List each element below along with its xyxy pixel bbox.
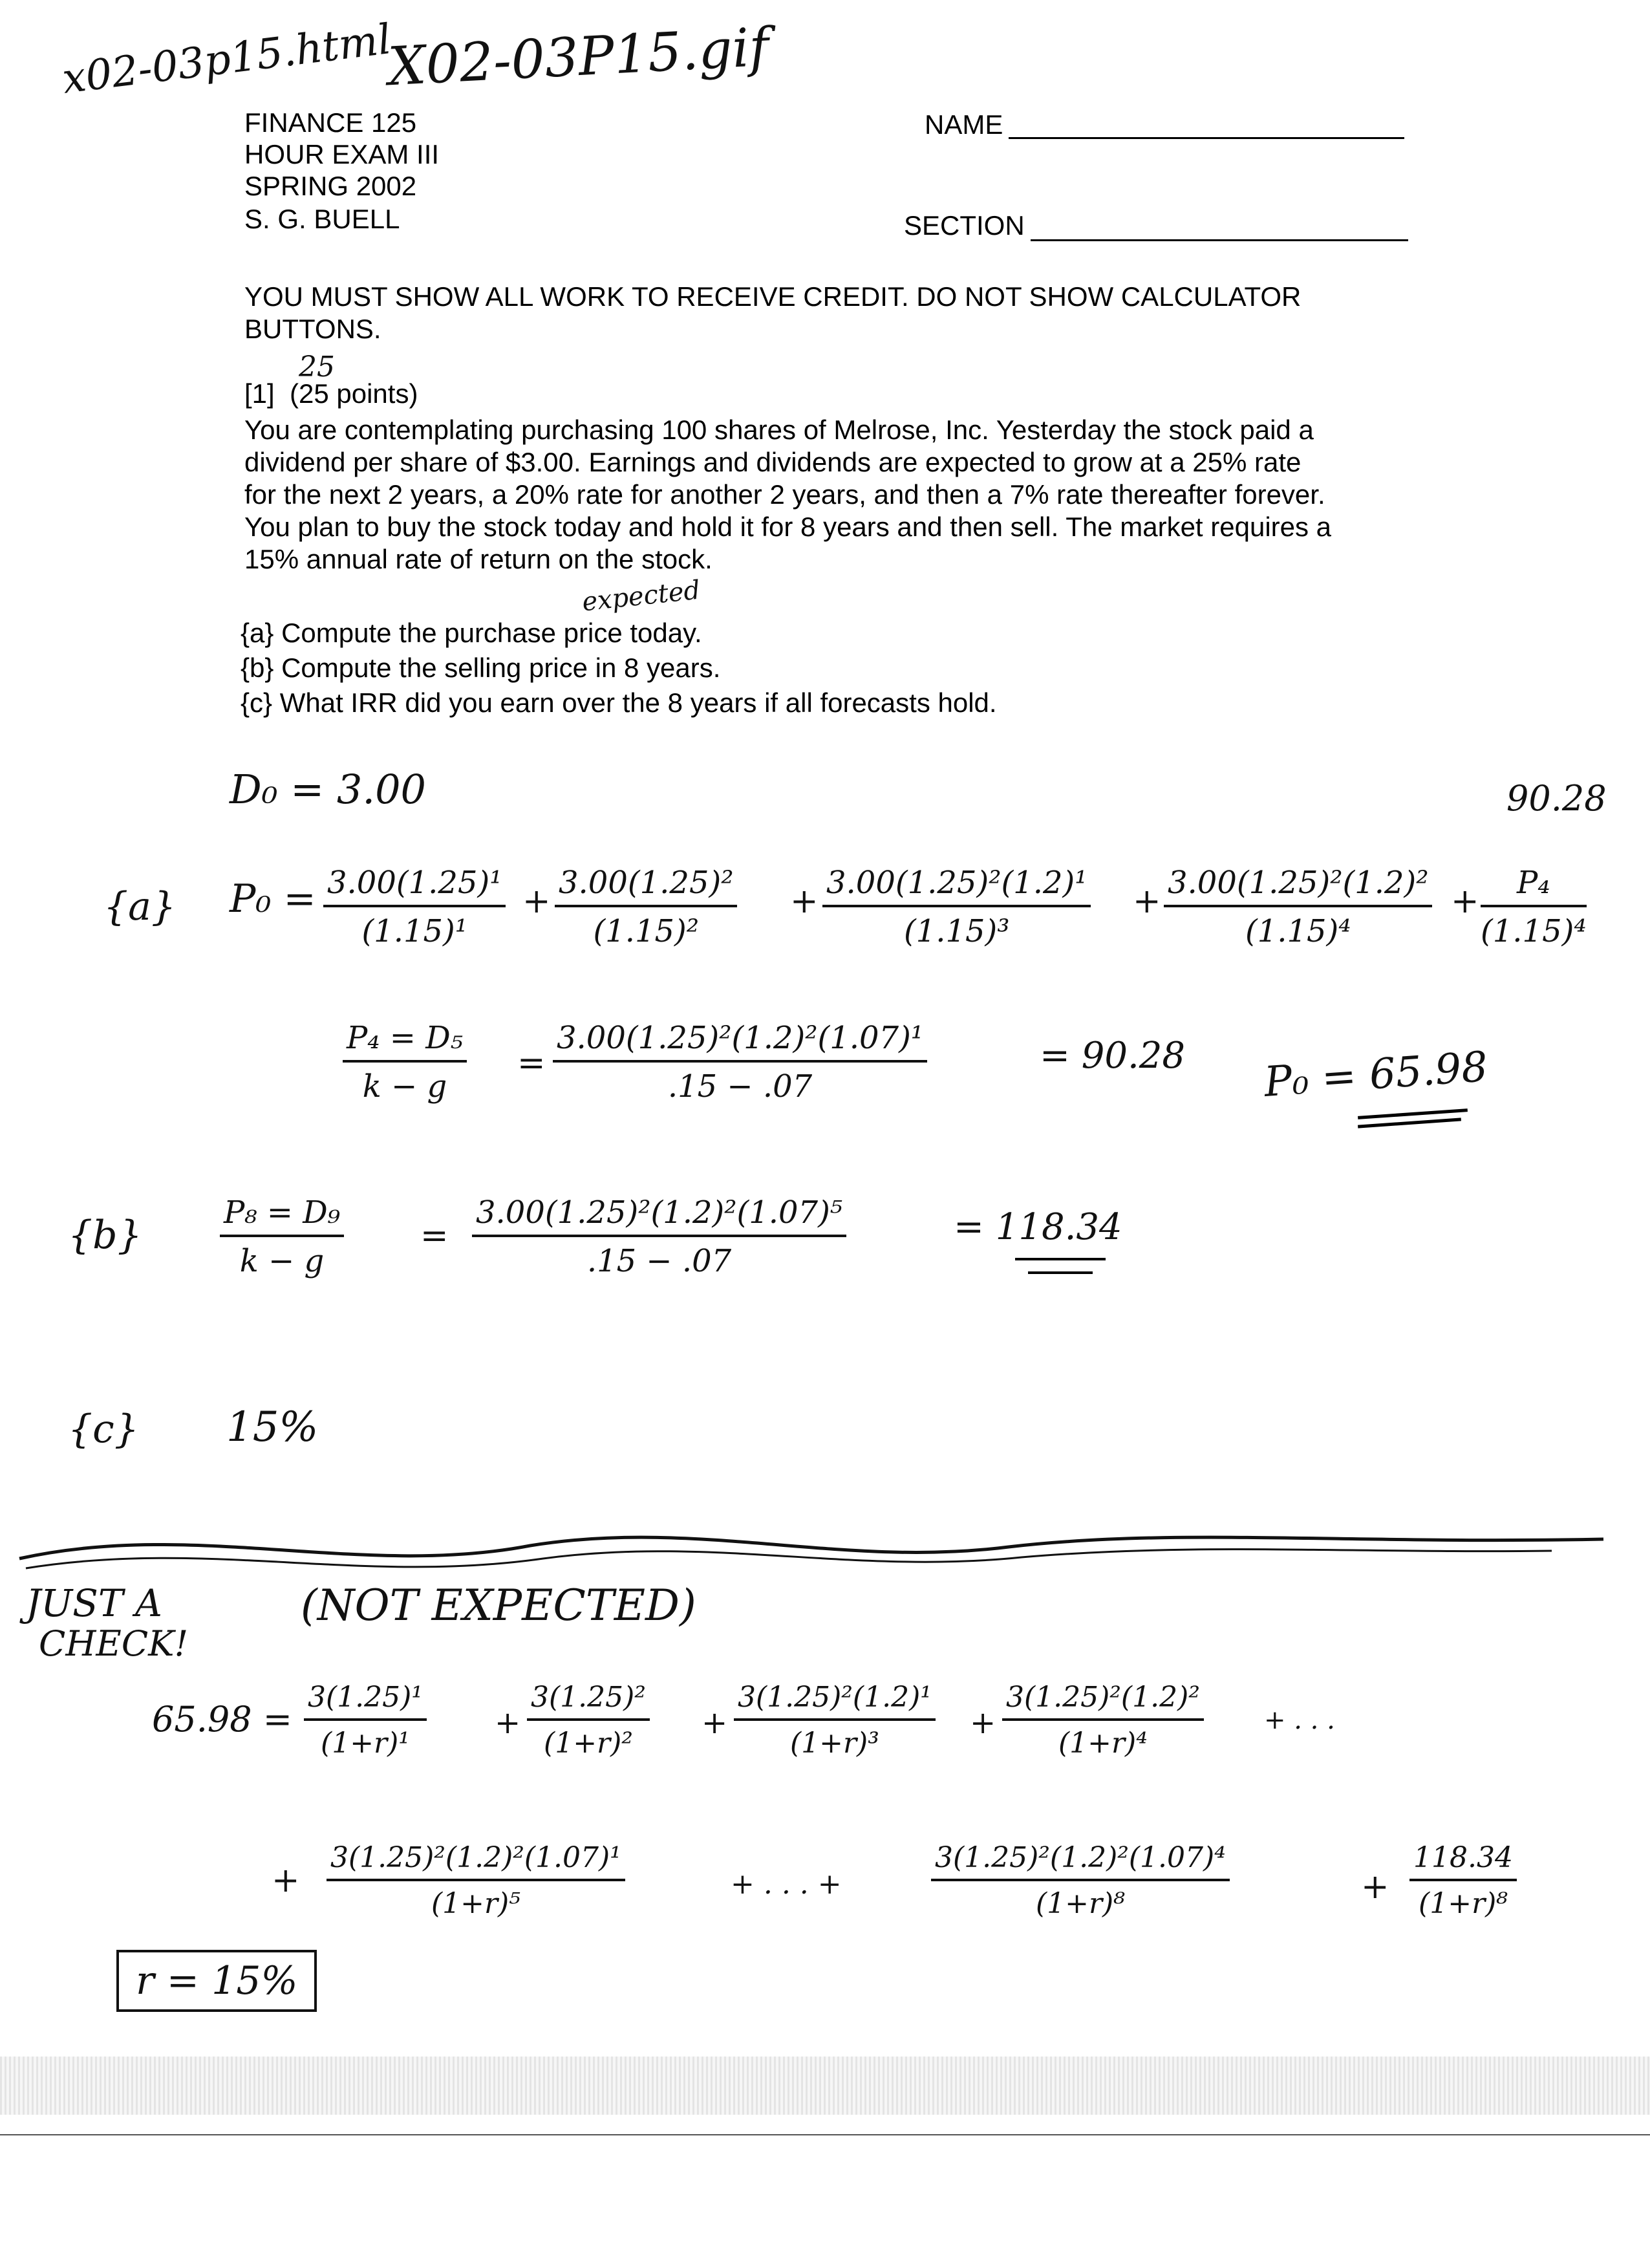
check-term-8-denominator: (1+r)⁸ [1035,1886,1125,1920]
part-a-label: {a} [103,884,177,929]
check-term-4-denominator: (1+r)⁴ [1058,1726,1148,1760]
handwritten-filename-html: x02-03p15.html [59,16,394,103]
p4-formula-denominator: .15 − .07 [667,1068,813,1105]
section-label: SECTION [904,210,1025,241]
p0-term-2-numerator: 3.00(1.25)² [555,865,737,907]
exam-title: HOUR EXAM III [244,139,440,169]
p0-term-3-denominator: (1.15)³ [903,913,1010,950]
part-c-answer: 15% [226,1403,319,1451]
p4-lhs [343,1021,467,1105]
plus-sign: + [1361,1868,1389,1906]
check-term-3-denominator: (1+r)³ [790,1726,879,1760]
p8-formula-fraction [472,1195,846,1279]
p4-lhs-numerator: P₄ = D₅ [343,1021,467,1063]
plus-sign: + [1133,882,1161,921]
check-term-8 [931,1842,1230,1920]
p8-lhs-numerator: P₈ = D₉ [220,1195,344,1237]
check-row2-ellipsis: + . . . + [731,1868,842,1901]
part-c-label: {c} [68,1407,139,1452]
plus-sign: + [790,882,819,921]
check-label-line-2: CHECK! [39,1623,189,1664]
p0-term-3 [822,865,1091,949]
check-term-4-numerator: 3(1.25)²(1.2)² [1002,1681,1204,1721]
plus-sign: + [970,1705,996,1741]
check-terminal-numerator: 118.34 [1409,1842,1517,1881]
p4-lhs-denominator: k − g [362,1068,447,1105]
expected-insert: expected [581,575,702,618]
p4-formula-numerator: 3.00(1.25)²(1.2)²(1.07)¹ [553,1021,927,1063]
instructions: YOU MUST SHOW ALL WORK TO RECEIVE CREDIT. DO NOT SHOW CALCULATOR BUTTONS. [244,281,1302,344]
p8-lhs-denominator: k − g [239,1243,325,1280]
scan-artifact-band [0,2057,1650,2115]
check-terminal-denominator: (1+r)⁸ [1419,1886,1508,1920]
check-term-2 [527,1681,650,1760]
plus-sign: + [272,1861,300,1900]
name-label: NAME [925,109,1003,140]
p4-result: = 90.28 [1040,1035,1186,1077]
p0-term-5-numerator: P₄ [1481,865,1587,907]
check-term-5 [327,1842,625,1920]
check-term-5-numerator: 3(1.25)²(1.2)²(1.07)¹ [327,1842,625,1881]
name-blank-line[interactable] [1009,137,1404,139]
check-lhs: 65.98 = [152,1699,293,1740]
check-term-3 [734,1681,936,1760]
wavy-divider [0,1507,1650,1597]
p0-term-4-numerator: 3.00(1.25)²(1.2)² [1164,865,1432,907]
part-c-prompt: {c} What IRR did you earn over the 8 years if all forecasts hold. [241,687,997,718]
question-number: [1] [244,378,275,409]
scan-edge-line [0,2134,1650,2135]
plus-sign: + [522,882,551,921]
p8-result: = 118.34 [954,1206,1122,1248]
p0-answer: P₀ = 65.98 [1262,1043,1490,1107]
p0-term-3-numerator: 3.00(1.25)²(1.2)¹ [822,865,1091,907]
check-term-8-numerator: 3(1.25)²(1.2)²(1.07)⁴ [931,1842,1230,1881]
p0-answer-underline [1358,1108,1468,1119]
p4-formula-fraction [553,1021,927,1105]
check-terminal-price [1409,1842,1517,1920]
p0-answer-underline [1358,1118,1461,1128]
p0-term-1 [323,865,506,949]
question-line-2: dividend per share of $3.00. Earnings and dividends are expected to grow at a 25% rate [244,447,1302,477]
plus-sign: + [495,1705,521,1741]
p0-term-2 [555,865,737,949]
final-r-answer: r = 15% [116,1950,317,2012]
p0-term-1-numerator: 3.00(1.25)¹ [323,865,506,907]
check-term-1-numerator: 3(1.25)¹ [304,1681,427,1721]
check-term-2-denominator: (1+r)² [544,1726,633,1760]
question-line-3: for the next 2 years, a 20% rate for another 2 years, and then a 7% rate thereafter forever. [244,479,1325,510]
exam-term: SPRING 2002 [244,171,417,201]
points-correction: 25 [299,351,335,383]
handwritten-filename-gif: X02-03P15.gif [386,16,771,98]
p8-formula-denominator: .15 − .07 [586,1243,732,1280]
p0-term-4-denominator: (1.15)⁴ [1245,913,1351,950]
check-term-5-denominator: (1+r)⁵ [431,1886,520,1920]
part-a-prompt: {a} Compute the purchase price today. [241,618,702,648]
check-term-2-numerator: 3(1.25)² [527,1681,650,1721]
p8-formula-numerator: 3.00(1.25)²(1.2)²(1.07)⁵ [472,1195,846,1237]
instructor-name: S. G. BUELL [244,204,400,234]
plus-sign: + [1451,882,1479,921]
p4-value-note: 90.28 [1506,778,1607,819]
p0-term-5 [1481,865,1587,949]
part-b-label: {b} [68,1213,142,1258]
p0-term-4 [1164,865,1432,949]
check-term-4 [1002,1681,1204,1760]
p8-result-underline [1015,1258,1106,1260]
check-row1-ellipsis: + . . . [1264,1705,1335,1735]
plus-sign: + [702,1705,728,1741]
check-term-3-numerator: 3(1.25)²(1.2)¹ [734,1681,936,1721]
question-points: (25 points) [290,378,418,409]
p0-term-2-denominator: (1.15)² [593,913,700,950]
part-b-prompt: {b} Compute the selling price in 8 years. [241,653,721,683]
question-line-1: You are contemplating purchasing 100 shares of Melrose, Inc. Yesterday the stock paid a [244,415,1314,445]
p8-lhs [220,1195,344,1279]
equals-sign: = [420,1216,449,1255]
p0-term-5-denominator: (1.15)⁴ [1481,913,1587,950]
check-label-line-1: JUST A [26,1581,162,1625]
equals-sign: = [517,1044,546,1083]
question-line-5: 15% annual rate of return on the stock. [244,544,712,574]
p0-term-1-denominator: (1.15)¹ [361,913,468,950]
check-term-1-denominator: (1+r)¹ [321,1726,410,1760]
p0-lhs: P₀ = [230,876,316,922]
check-term-1 [304,1681,427,1760]
section-blank-line[interactable] [1031,239,1408,241]
d0-value: D₀ = 3.00 [230,766,426,813]
course-title: FINANCE 125 [244,107,417,138]
question-line-4: You plan to buy the stock today and hold it for 8 years and then sell. The market requires a [244,512,1332,542]
p8-result-underline [1028,1271,1093,1274]
not-expected-note: (NOT EXPECTED) [301,1581,696,1630]
